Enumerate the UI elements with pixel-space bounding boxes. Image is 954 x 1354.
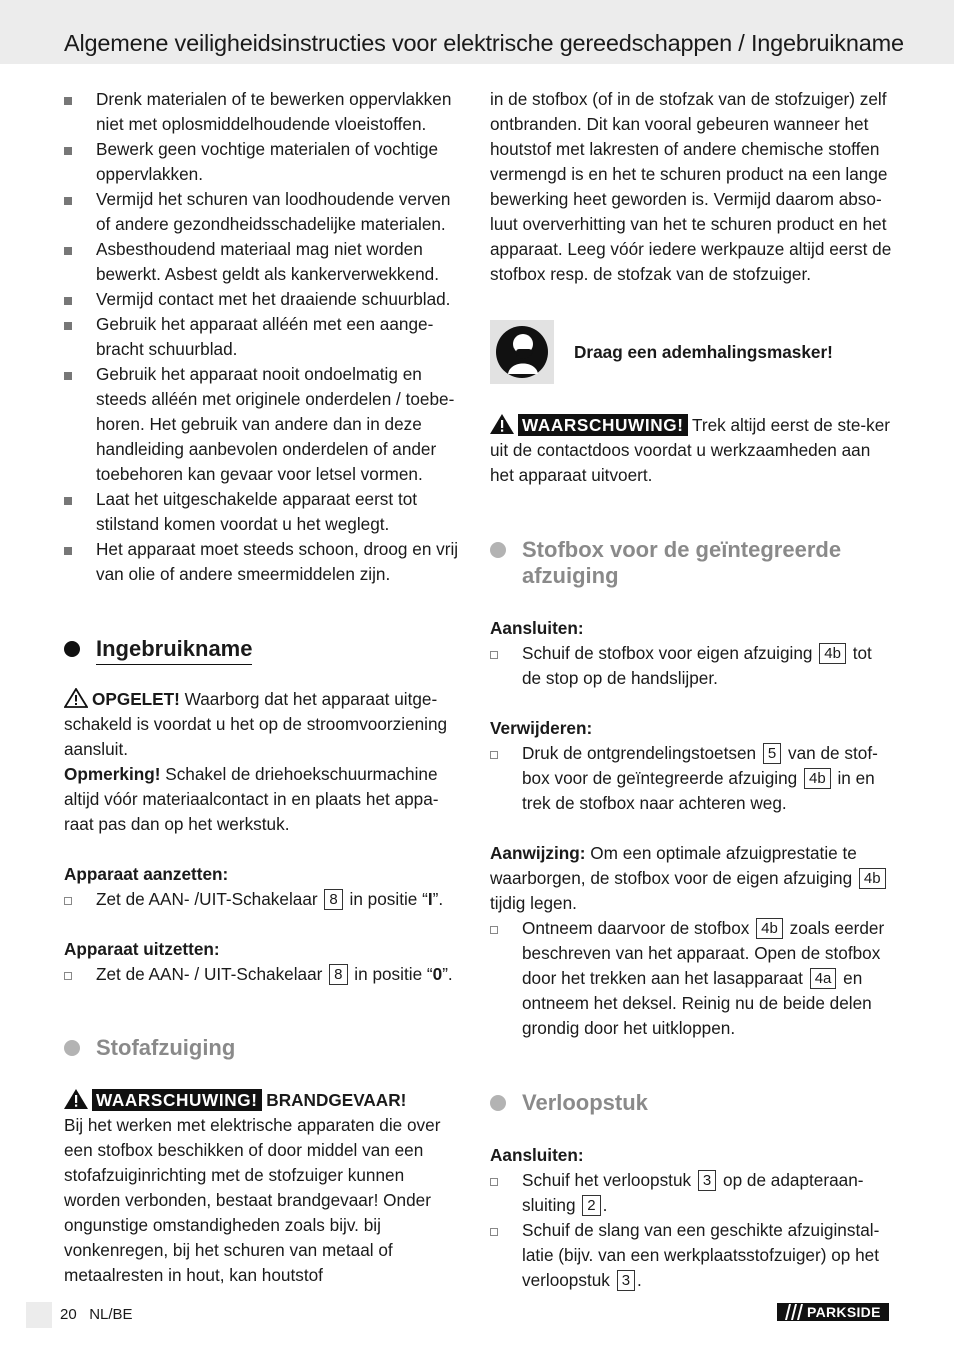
remove-list xyxy=(490,741,892,816)
part-ref-badge: 3 xyxy=(698,1170,716,1191)
heading-apparaat-uitzetten: Apparaat uitzetten: xyxy=(64,939,220,959)
part-ref-badge: 4b xyxy=(859,868,886,889)
hint-paragraph: Aanwijzing: Om een optimale afzuigprestatie te waarborgen, de stofbox voor de eigen afzuiging 4b tijdig legen. xyxy=(490,841,892,916)
continuation-paragraph: in de stofbox (of in de stofzak van de stofzuiger) zelf ontbranden. Dit kan vooral gebeuren wanneer het houtstof met lakresten of andere chemische stoffen vermengd is en het te schuren product na een lange bewerking heet geworden is. Vermijd daarom abso-luut oververhitting van het te schuren product en het apparaat. Leeg vóór iedere werkpauze altijd eerst de stofbox resp. de stofzak van de stofzuiger. xyxy=(490,89,892,284)
off-list xyxy=(64,962,464,987)
logo-stripes-icon xyxy=(781,1303,805,1321)
mask-notice xyxy=(490,320,892,386)
part-ref-badge: 4b xyxy=(756,918,783,939)
section-title-stofafzuiging: Stofafzuiging xyxy=(64,1035,464,1061)
right-column xyxy=(490,87,892,1293)
warning-filled-icon xyxy=(490,414,514,434)
heading-apparaat-aanzetten: Apparaat aanzetten: xyxy=(64,864,229,884)
language-code: NL/BE xyxy=(89,1306,133,1323)
warning-label: WAARSCHUWING! xyxy=(518,414,688,436)
adapter-list xyxy=(490,1168,892,1293)
fire-label: BRANDGEVAAR! xyxy=(266,1090,407,1110)
hint-label: Aanwijzing: xyxy=(490,843,586,863)
note-text: Schakel de driehoekschuurmachine altijd vóór materiaalcontact in en plaats het appa-raat pas dan op het werkstuk. xyxy=(64,764,439,834)
empty-list xyxy=(490,916,892,1041)
connect-list xyxy=(490,641,892,691)
list-item: Schuif de slang van een geschikte afzuiginstal-latie (bijv. van een werkplaatsstofzuiger) op het verloopstuk 3 . xyxy=(490,1218,892,1293)
list-item: Schuif de stofbox voor eigen afzuiging 4b tot de stop op de handslijper. xyxy=(490,641,892,691)
section-title-stofbox: Stofbox voor de geïntegreerde afzuiging xyxy=(490,537,892,589)
warning-paragraph xyxy=(490,413,892,488)
footer-page-info xyxy=(60,1302,133,1328)
section-title-verloopstuk: Verloopstuk xyxy=(490,1090,892,1116)
part-ref-badge: 8 xyxy=(324,889,342,910)
note-label: Opmerking! xyxy=(64,764,161,784)
part-ref-badge: 3 xyxy=(617,1270,635,1291)
page-header xyxy=(0,0,954,64)
fire-warning-line xyxy=(64,1088,464,1113)
fire-warning-text: Bij het werken met elektrische apparaten die over een stofbox beschikken of door middel van een stofafzuiginrichting met de stofzuiger kunnen worden verbonden, bestaat brandgevaar! Onder ongunstige omstandigheden zoals bijv. bij vonkenregen, bij het schuren van metaal of metaalresten in hout, kan houtstof xyxy=(64,1115,441,1285)
part-ref-badge: 2 xyxy=(582,1195,600,1216)
section-title-ingebruikname: Ingebruikname xyxy=(64,636,464,665)
caution-label: OPGELET! xyxy=(92,689,180,709)
caution-paragraph xyxy=(64,687,464,762)
list-item: Bewerk geen vochtige materialen of vochtige oppervlakken. xyxy=(64,137,464,187)
on-list xyxy=(64,887,464,912)
footer-marker xyxy=(26,1302,52,1328)
mask-notice-text: Draag een ademhalingsmasker! xyxy=(574,342,833,362)
note-paragraph xyxy=(64,762,464,837)
list-item: Laat het uitgeschakelde apparaat eerst tot stilstand komen voordat u het weglegt. xyxy=(64,487,464,537)
part-ref-badge: 5 xyxy=(763,743,781,764)
list-item: Gebruik het apparaat nooit ondoelmatig en steeds alléén met originele onderdelen / toebe-horen. Het gebruik van andere dan in deze handleiding aanbevolen onderdelen of ander toebehoren kan gevaar voor letsel vormen. xyxy=(64,362,464,487)
safety-bullet-list xyxy=(64,87,464,587)
list-item: Druk de ontgrendelingstoetsen 5 van de stof-box voor de geïntegreerde afzuiging 4b in en trek de stofbox naar achteren weg. xyxy=(490,741,892,816)
warning-text: Trek altijd eerst de ste-ker uit de contactdoos voordat u werkzaamheden aan het apparaat uitvoert. xyxy=(490,415,891,485)
list-item: Het apparaat moet steeds schoon, droog en vrij van olie of andere smeermiddelen zijn. xyxy=(64,537,464,587)
list-item: Ontneem daarvoor de stofbox 4b zoals eerder beschreven van het apparaat. Open de stofbox door het trekken aan het lasapparaat 4a en ontneem het deksel. Reinig nu de beide delen grondig door het uitkloppen. xyxy=(490,916,892,1041)
list-item: Zet de AAN- / UIT-Schakelaar 8 in positie “0”. xyxy=(64,962,464,987)
warning-outline-icon xyxy=(64,688,88,708)
part-ref-badge: 4b xyxy=(804,768,831,789)
page-title: Algemene veiligheidsinstructies voor elektrische gereedschappen / Ingebruikname xyxy=(64,30,904,56)
part-ref-badge: 4a xyxy=(810,968,837,989)
list-item: Vermijd het schuren van loodhoudende verven of andere gezondheidsschadelijke materialen. xyxy=(64,187,464,237)
brand-logo xyxy=(777,1303,889,1321)
heading-aansluiten: Aansluiten: xyxy=(490,1145,584,1165)
caution-text: Waarborg dat het apparaat uitge-schakeld is voordat u het op de stroomvoorziening aansluit. xyxy=(64,689,448,759)
heading-aansluiten: Aansluiten: xyxy=(490,618,584,638)
list-item: Zet de AAN- /UIT-Schakelaar 8 in positie “I”. xyxy=(64,887,464,912)
list-item: Gebruik het apparaat alléén met een aange-bracht schuurblad. xyxy=(64,312,464,362)
page-number: 20 xyxy=(60,1306,77,1323)
list-item: Drenk materialen of te bewerken oppervlakken niet met oplosmiddelhoudende vloeistoffen. xyxy=(64,87,464,137)
list-item: Schuif het verloopstuk 3 op de adapteraan-sluiting 2 . xyxy=(490,1168,892,1218)
warning-label: WAARSCHUWING! xyxy=(92,1089,262,1111)
brand-name: PARKSIDE xyxy=(807,1304,881,1320)
respirator-mask-icon xyxy=(490,320,554,384)
left-column xyxy=(64,87,464,1288)
part-ref-badge: 8 xyxy=(329,964,347,985)
heading-verwijderen: Verwijderen: xyxy=(490,718,593,738)
list-item: Asbesthoudend materiaal mag niet worden bewerkt. Asbest geldt als kankerverwekkend. xyxy=(64,237,464,287)
part-ref-badge: 4b xyxy=(819,643,846,664)
warning-filled-icon xyxy=(64,1089,88,1109)
list-item: Vermijd contact met het draaiende schuurblad. xyxy=(64,287,464,312)
